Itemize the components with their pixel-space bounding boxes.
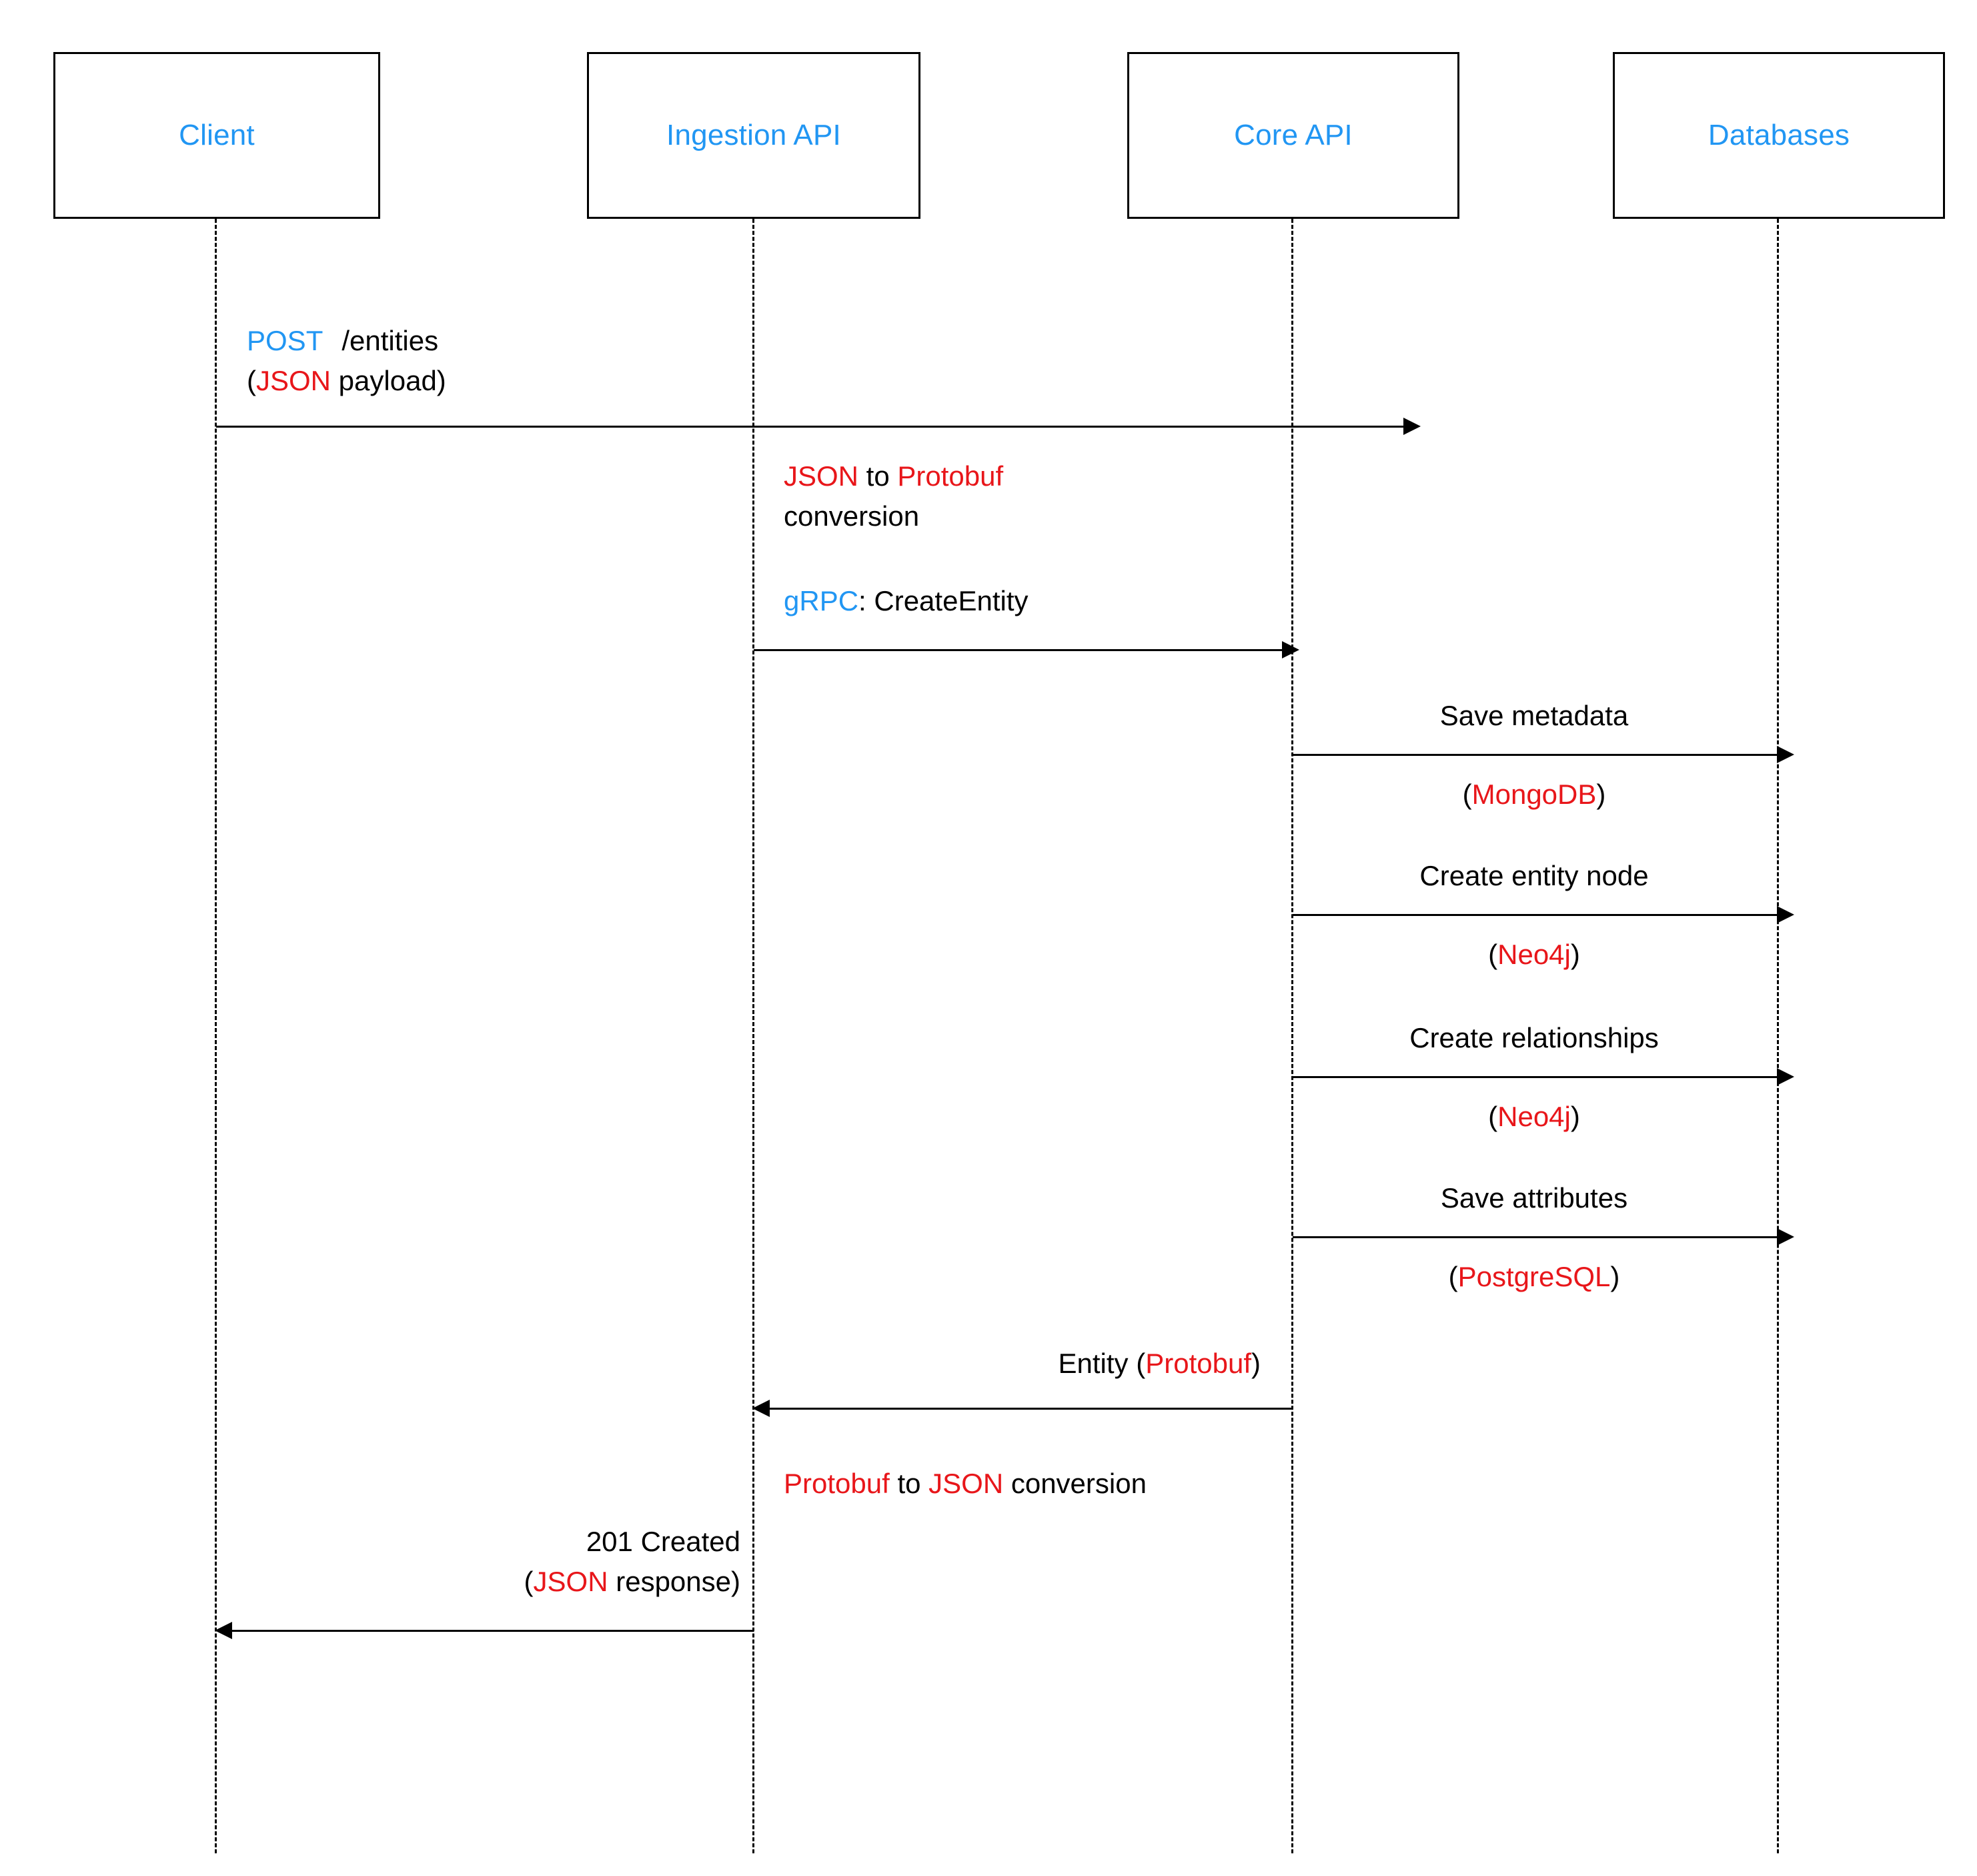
paren-open: ( — [1488, 939, 1498, 970]
message-arrow-save-attributes — [1293, 1236, 1777, 1238]
note-conversion-text: conversion — [1003, 1468, 1147, 1499]
participant-label-client: Client — [179, 119, 255, 151]
keyword-json: JSON — [256, 365, 332, 396]
participant-box-ingestion-api[interactable] — [587, 52, 920, 219]
message-arrow-create-relationships — [1293, 1076, 1777, 1078]
message-label-save-metadata: Save metadata — [1439, 700, 1629, 731]
path-entities: /entities — [342, 325, 439, 356]
note-json-to-protobuf-line2: conversion — [784, 500, 920, 532]
keyword-protobuf: Protobuf — [1145, 1348, 1251, 1379]
participant-box-databases[interactable] — [1613, 52, 1945, 219]
arrowhead-create-relationships — [1777, 1068, 1794, 1085]
keyword-json: JSON — [533, 1566, 608, 1597]
arrowhead-201-created — [215, 1622, 232, 1639]
database-postgresql: PostgreSQL — [1457, 1261, 1611, 1292]
note-connector: to — [858, 460, 898, 492]
note-json-to-protobuf-line1 — [784, 459, 1003, 494]
participant-label-ingestion-api: Ingestion API — [666, 119, 841, 151]
message-arrow-entity-protobuf — [760, 1408, 1293, 1410]
arrowhead-grpc-createentity — [1282, 641, 1299, 658]
paren-open: ( — [524, 1566, 534, 1597]
keyword-post: POST — [247, 325, 323, 356]
paren-close: ) — [1570, 1101, 1580, 1132]
message-label-grpc-createentity — [784, 584, 1029, 619]
payload-text: payload) — [331, 365, 446, 396]
arrowhead-entity-protobuf — [752, 1400, 770, 1417]
lifeline-ingestion-api — [752, 219, 754, 1853]
paren-open: ( — [1448, 1261, 1458, 1292]
database-neo4j: Neo4j — [1497, 1101, 1571, 1132]
arrowhead-save-attributes — [1777, 1228, 1794, 1246]
message-sublabel-mongodb — [1291, 777, 1777, 813]
message-label-201-created-line1: 201 Created — [586, 1526, 740, 1557]
participant-box-client[interactable] — [53, 52, 380, 219]
keyword-grpc: gRPC — [784, 585, 859, 616]
response-text: response) — [608, 1566, 740, 1597]
message-label-post-entities-line1 — [247, 324, 438, 359]
message-label-create-entity-node: Create entity node — [1419, 860, 1649, 891]
arrowhead-create-entity-node — [1777, 906, 1794, 923]
message-label-create-relationships: Create relationships — [1409, 1022, 1659, 1053]
entity-text: Entity ( — [1058, 1348, 1146, 1379]
paren-close: ) — [1251, 1348, 1261, 1379]
message-label-entity-protobuf — [754, 1346, 1261, 1382]
message-arrow-grpc-createentity — [754, 649, 1282, 651]
paren-open: ( — [247, 365, 256, 396]
message-arrow-save-metadata — [1293, 754, 1777, 756]
message-sublabel-neo4j-node — [1291, 937, 1777, 973]
database-mongodb: MongoDB — [1471, 779, 1597, 810]
lifeline-databases — [1777, 219, 1779, 1853]
participant-label-databases: Databases — [1708, 119, 1850, 151]
message-label-save-attributes: Save attributes — [1440, 1182, 1628, 1214]
participant-box-core-api[interactable] — [1127, 52, 1459, 219]
participant-label-core-api: Core API — [1234, 119, 1353, 151]
message-sublabel-postgresql — [1291, 1260, 1777, 1295]
database-neo4j: Neo4j — [1497, 939, 1571, 970]
paren-close: ) — [1570, 939, 1580, 970]
arrowhead-post-entities — [1403, 418, 1421, 435]
paren-close: ) — [1610, 1261, 1620, 1292]
paren-open: ( — [1462, 779, 1472, 810]
note-protobuf-to-json — [784, 1466, 1147, 1502]
lifeline-client — [215, 219, 217, 1853]
message-arrow-post-entities — [216, 426, 1403, 428]
message-arrow-create-entity-node — [1293, 914, 1777, 916]
arrowhead-save-metadata — [1777, 746, 1794, 763]
message-sublabel-neo4j-relationships — [1291, 1099, 1777, 1135]
keyword-protobuf: Protobuf — [784, 1468, 890, 1499]
keyword-json: JSON — [928, 1468, 1004, 1499]
message-label-post-entities-line2 — [247, 364, 446, 399]
message-label-201-created-line2 — [213, 1564, 740, 1600]
message-arrow-201-created — [223, 1630, 754, 1632]
paren-close: ) — [1596, 779, 1606, 810]
keyword-json: JSON — [784, 460, 859, 492]
note-connector: to — [889, 1468, 929, 1499]
keyword-protobuf: Protobuf — [897, 460, 1004, 492]
rpc-method-createentity: : CreateEntity — [858, 585, 1029, 616]
paren-open: ( — [1488, 1101, 1498, 1132]
